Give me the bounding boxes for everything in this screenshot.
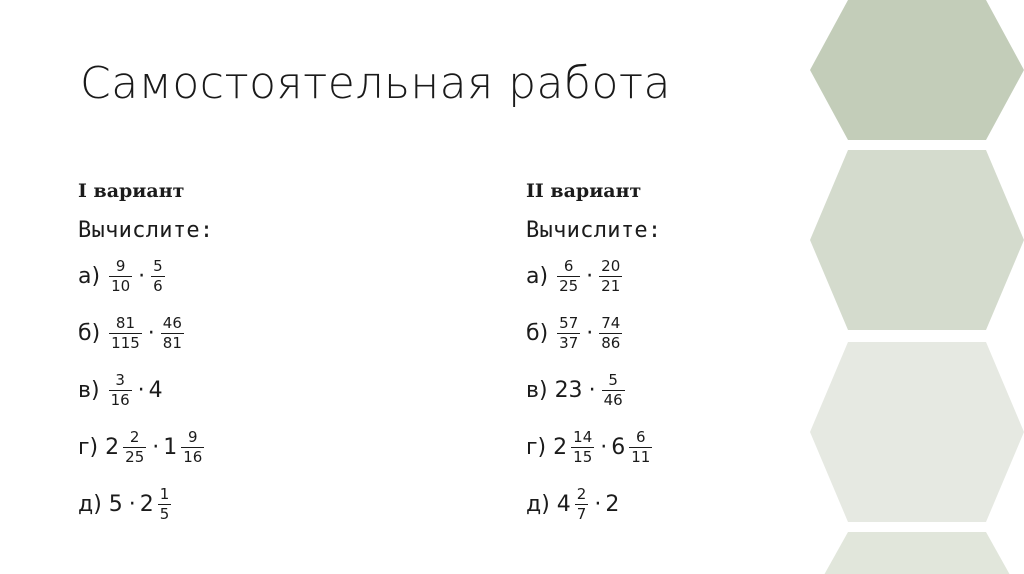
multiply-operator: · xyxy=(600,435,608,460)
task-label: а) xyxy=(78,264,101,289)
fraction-denominator: 15 xyxy=(573,448,593,467)
fraction xyxy=(158,485,172,524)
hexagon-shape-1 xyxy=(810,0,1024,140)
fraction-denominator: 37 xyxy=(559,334,579,353)
fraction-denominator: 11 xyxy=(631,448,651,467)
multiply-operator: · xyxy=(586,264,594,289)
fraction-numerator: 81 xyxy=(115,313,136,332)
variant-heading: I вариант xyxy=(78,180,185,202)
variant-1 xyxy=(78,178,378,533)
fraction xyxy=(557,257,580,296)
task-label: б) xyxy=(526,321,549,346)
fraction-denominator: 25 xyxy=(559,277,579,296)
fraction xyxy=(109,314,142,353)
fraction-numerator: 9 xyxy=(188,427,198,446)
fraction xyxy=(557,314,580,353)
fraction xyxy=(599,314,622,353)
task-list xyxy=(526,248,826,533)
fraction xyxy=(109,257,132,296)
variant-2 xyxy=(526,178,826,533)
multiply-operator: · xyxy=(594,492,602,517)
fraction-denominator: 21 xyxy=(601,277,621,296)
fraction-denominator: 7 xyxy=(576,505,587,524)
fraction-denominator: 16 xyxy=(110,391,130,410)
whole-number: 6 xyxy=(611,435,626,460)
whole-number: 2 xyxy=(605,492,620,517)
fraction-numerator: 20 xyxy=(601,256,621,275)
fraction-numerator: 9 xyxy=(115,256,126,275)
page-title: Самостоятельная работа xyxy=(80,58,671,109)
fraction xyxy=(571,428,594,467)
task-label: б) xyxy=(78,321,101,346)
fraction-denominator: 25 xyxy=(125,448,145,467)
task-item xyxy=(526,305,826,362)
variant-instruction: Вычислите: xyxy=(78,218,214,243)
fraction-denominator: 81 xyxy=(162,334,182,353)
fraction-denominator: 10 xyxy=(111,277,131,296)
multiply-operator: · xyxy=(588,378,596,403)
fraction-numerator: 6 xyxy=(636,427,646,446)
task-label: д) xyxy=(78,492,102,517)
fraction-numerator: 57 xyxy=(559,313,579,332)
hexagon-shape-4 xyxy=(810,532,1024,574)
fraction xyxy=(575,485,589,524)
fraction xyxy=(602,371,625,410)
fraction xyxy=(629,428,652,467)
hexagon-shape-3 xyxy=(810,342,1024,522)
task-item xyxy=(78,419,378,476)
fraction-denominator: 115 xyxy=(111,334,140,353)
task-list xyxy=(78,248,378,533)
whole-number: 2 xyxy=(553,435,568,460)
task-label: в) xyxy=(526,378,548,403)
task-item xyxy=(78,476,378,533)
task-item xyxy=(526,419,826,476)
task-item xyxy=(78,305,378,362)
task-label: в) xyxy=(78,378,100,403)
fraction-denominator: 6 xyxy=(153,277,163,296)
task-item xyxy=(526,248,826,305)
fraction-numerator: 46 xyxy=(162,313,182,332)
multiply-operator: · xyxy=(137,378,145,403)
task-label: г) xyxy=(526,435,547,460)
fraction-denominator: 46 xyxy=(603,391,623,410)
whole-number: 1 xyxy=(163,435,178,460)
variant-heading: II вариант xyxy=(526,180,642,202)
fraction-numerator: 74 xyxy=(601,313,621,332)
fraction-numerator: 5 xyxy=(608,370,618,389)
task-label: а) xyxy=(526,264,549,289)
hexagon-shape-2 xyxy=(810,150,1024,330)
fraction-numerator: 2 xyxy=(129,427,140,446)
fraction-denominator: 86 xyxy=(601,334,621,353)
task-item xyxy=(78,362,378,419)
fraction xyxy=(599,257,622,296)
fraction xyxy=(181,428,204,467)
variant-instruction: Вычислите: xyxy=(526,218,662,243)
multiply-operator: · xyxy=(147,321,155,346)
whole-number: 23 xyxy=(554,378,583,403)
fraction-numerator: 14 xyxy=(573,427,593,446)
task-item xyxy=(526,476,826,533)
whole-number: 2 xyxy=(105,435,120,460)
fraction-numerator: 6 xyxy=(563,256,574,275)
fraction-numerator: 1 xyxy=(159,484,170,503)
task-label: г) xyxy=(78,435,99,460)
fraction-denominator: 5 xyxy=(159,505,170,524)
multiply-operator: · xyxy=(128,492,136,517)
fraction-numerator: 5 xyxy=(153,256,163,275)
fraction-numerator: 3 xyxy=(115,370,125,389)
multiply-operator: · xyxy=(586,321,594,346)
whole-number: 2 xyxy=(139,492,154,517)
whole-number: 5 xyxy=(108,492,123,517)
task-item xyxy=(526,362,826,419)
multiply-operator: · xyxy=(138,264,146,289)
multiply-operator: · xyxy=(152,435,160,460)
whole-number: 4 xyxy=(556,492,571,517)
fraction xyxy=(123,428,146,467)
fraction-denominator: 16 xyxy=(183,448,203,467)
task-label: д) xyxy=(526,492,550,517)
fraction xyxy=(161,314,184,353)
fraction xyxy=(151,257,165,296)
fraction-numerator: 2 xyxy=(576,484,587,503)
fraction xyxy=(109,371,132,410)
task-item xyxy=(78,248,378,305)
whole-number: 4 xyxy=(148,378,163,403)
